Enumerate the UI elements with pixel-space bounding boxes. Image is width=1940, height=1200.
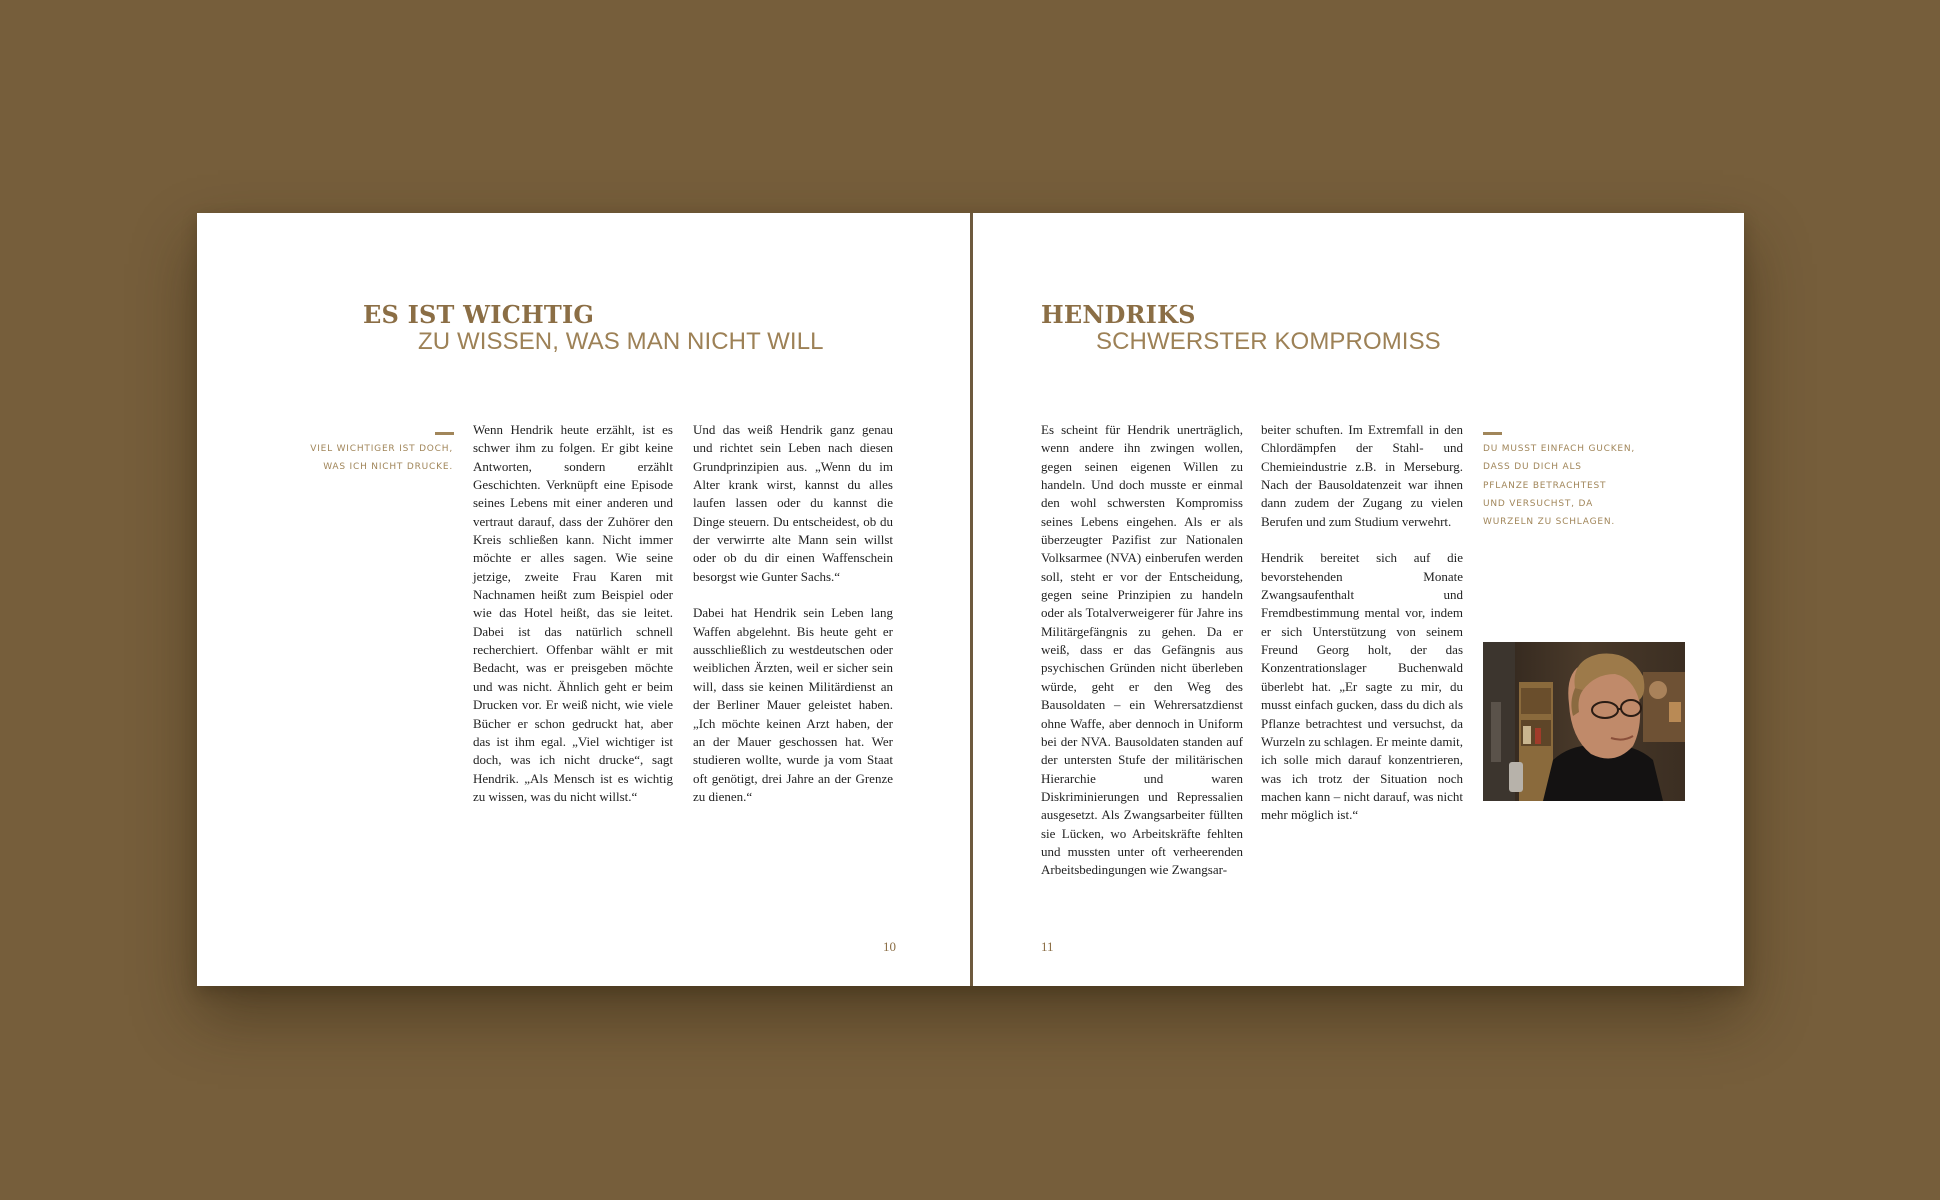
left-pull-quote-rule bbox=[435, 432, 454, 435]
pull-quote-line: UND VERSUCHST, DA bbox=[1483, 498, 1594, 509]
page-number-right: 11 bbox=[1041, 939, 1054, 954]
pull-quote-line: WAS ICH NICHT DRUCKE. bbox=[323, 462, 453, 473]
pull-quote-line: WURZELN ZU SCHLAGEN. bbox=[1483, 517, 1616, 528]
right-body-column-1 bbox=[1041, 421, 1243, 898]
paragraph: Es scheint für Hendrik unerträglich, wenn andere ihn zwingen wollen, gegen seinen eigenen Willen zu handeln. Und doch musste er einmal den wohl schwersten Kompromiss seines Lebens eingehen. Als er als überzeugter Pazifist zur Nationalen Volksarmee (NVA) einberufen werden soll, steht er vor der Entscheidung, gegen seine Prinzipien zu handeln oder als Totalverweigerer für Jahre ins Militärgefängnis zu gehen. Da er weiß, dass er das Gefängnis aus psychischen Gründen nicht überleben würde, geht er den Weg des Bausoldaten – ein Wehrersatzdienst ohne Waffe, aber dennoch in Uniform bei der NVA. Bausoldaten standen auf der untersten Stufe der militärischen Hierarchie und waren Diskriminierungen und Repressalien ausgesetzt. Als Zwangsarbeiter füllten sie Lücken, wo Arbeitskräfte fehlten und mussten unter oft verheerenden Arbeitsbedingungen wie Zwangsar- bbox=[1041, 422, 1243, 878]
left-title-line2: ZU WISSEN, WAS MAN NICHT WILL bbox=[418, 328, 824, 355]
left-body-column-1 bbox=[473, 421, 673, 825]
pull-quote-line: DU MUSST EINFACH GUCKEN, bbox=[1483, 444, 1636, 454]
paragraph: Wenn Hendrik heute erzählt, ist es schwer ihm zu folgen. Er gibt keine Antworten, sondern erzählt Geschichten. Verknüpft eine Episode seines Lebens mit einer anderen und vertraut darauf, dass der Zuhörer den Kreis schließen kann. Nicht immer möchte er alles sagen. Wie seine jetzige, zweite Frau Karen mit Nachnamen heißt zum Beispiel oder wie das Hotel heißt, das sie leitet. Dabei ist das natürlich schnell recherchiert. Offenbar wählt er mit Bedacht, was er preisgeben möchte und was nicht. Ähnlich geht er beim Drucken vor. Er weiß nicht, wie viele Bücher er schon gedruckt hat, aber das ist ihm egal. „Viel wichtiger ist doch, was ich nicht drucke“, sagt Hendrik. „Als Mensch ist es wichtig zu wissen, was du nicht willst.“ bbox=[473, 422, 673, 804]
left-title-line1: ES IST WICHTIG bbox=[363, 300, 595, 329]
paragraph: beiter schuften. Im Extremfall in den Chlordämpfen der Stahl- und Chemieindustrie z.B. in Merseburg. Nach der Bausoldatenzeit war ihnen dann zudem der Zugang zu vielen Berufen und zum Studium verwehrt. bbox=[1261, 422, 1463, 529]
left-body-column-2 bbox=[693, 421, 893, 825]
right-pull-quote-rule bbox=[1483, 432, 1502, 435]
paragraph: Dabei hat Hendrik sein Leben lang Waffen abgelehnt. Bis heute geht er ausschließlich zu westdeutschen oder weiblichen Ärzten, weil er sicher sein will, dass sie keinen Militärdienst an der Berliner Mauer geleistet haben. „Ich möchte keinen Arzt haben, der an der Mauer geschossen hat. Wer studieren wollte, wurde ja vom Staat oft genötigt, drei Jahre an der Grenze zu dienen.“ bbox=[693, 605, 893, 804]
right-pull-quote bbox=[1483, 440, 1635, 531]
left-page bbox=[197, 213, 970, 986]
right-body-column-2 bbox=[1261, 421, 1463, 843]
pull-quote-line: VIEL WICHTIGER IST DOCH, bbox=[310, 444, 453, 454]
right-title-line2: SCHWERSTER KOMPROMISS bbox=[1096, 328, 1441, 355]
left-pull-quote bbox=[310, 440, 453, 477]
pull-quote-line: DASS DU DICH ALS bbox=[1483, 462, 1582, 473]
page-number-left: 10 bbox=[883, 939, 896, 954]
right-page bbox=[973, 213, 1746, 986]
paragraph: Hendrik bereitet sich auf die bevorstehenden Monate Zwangsaufenthalt und Fremdbestimmung mental vor, indem er sich Unterstützung von seinem Freund Georg holt, der das Konzentrationslager Buchenwald überlebt hat. „Er sagte zu mir, du musst einfach gucken, dass du dich als Pflanze betrachtest und versuchst, da Wurzeln zu schlagen. Er meinte damit, ich solle mich darauf konzentrieren, was ich trotz der Situation noch machen kann – nicht darauf, was nicht mehr möglich ist.“ bbox=[1261, 550, 1463, 823]
right-title-line1: HENDRIKS bbox=[1041, 300, 1196, 329]
pull-quote-line: PFLANZE BETRACHTEST bbox=[1483, 480, 1607, 491]
paragraph: Und das weiß Hendrik ganz genau und richtet sein Leben nach diesen Grundprinzipien aus. „Wenn du im Alter krank wirst, kannst du alles laufen lassen oder du kannst die Dinge steuern. Du entscheidest, ob du der verwirrte alte Mann sein willst oder ob du dir einen Waffenschein besorgst wie Gunter Sachs.“ bbox=[693, 422, 893, 584]
book-spread bbox=[197, 213, 1744, 986]
portrait-photo bbox=[1483, 642, 1685, 801]
